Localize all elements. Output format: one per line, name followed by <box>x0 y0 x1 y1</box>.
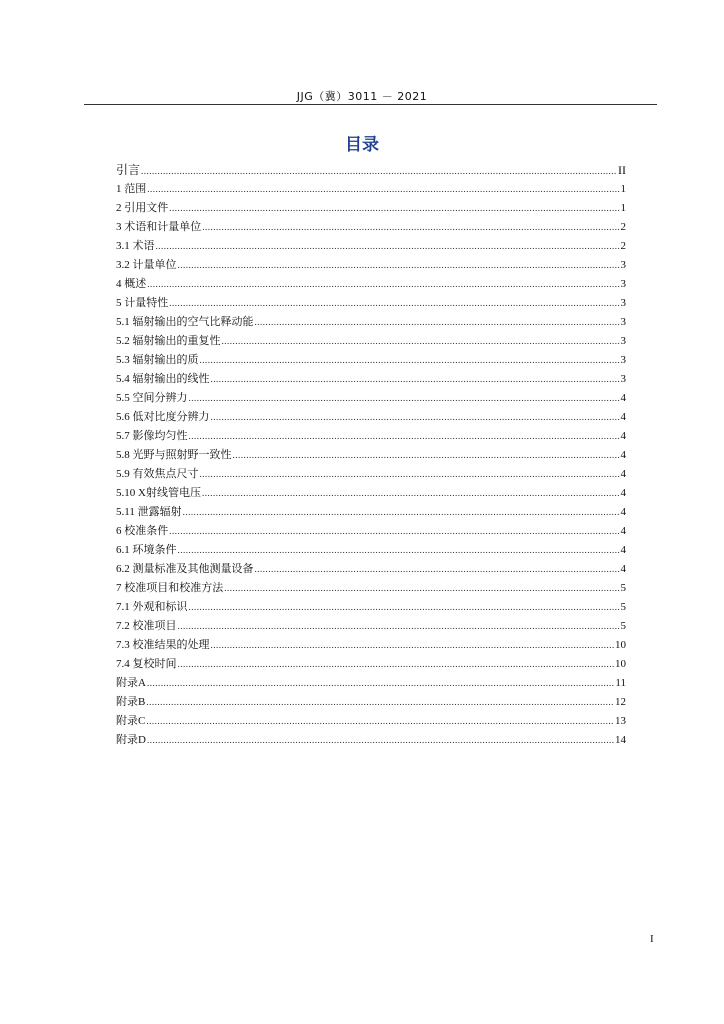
toc-entry[interactable] <box>116 389 626 408</box>
toc-entry[interactable] <box>116 275 626 294</box>
toc-entry-label: 6.2 测量标准及其他测量设备 <box>116 563 254 575</box>
toc-entry[interactable] <box>116 598 626 617</box>
toc-entry-label: 7.2 校准项目 <box>116 620 177 632</box>
header-rule <box>84 104 657 105</box>
toc-leader-dots <box>169 294 619 313</box>
toc-entry-label: 3 术语和计量单位 <box>116 221 202 233</box>
toc-leader-dots <box>211 636 615 655</box>
table-of-contents <box>116 161 626 750</box>
toc-entry-label: 5.2 辐射输出的重复性 <box>116 335 221 347</box>
toc-entry[interactable] <box>116 218 626 237</box>
toc-entry[interactable] <box>116 484 626 503</box>
toc-entry[interactable] <box>116 294 626 313</box>
running-header: JJG（冀）3011 － 2021 <box>296 90 428 103</box>
toc-entry-page: 3 <box>620 354 626 366</box>
toc-entry-page: 13 <box>615 715 626 727</box>
toc-entry-label: 7.4 复校时间 <box>116 658 177 670</box>
toc-entry[interactable] <box>116 636 626 655</box>
toc-leader-dots <box>178 655 615 674</box>
toc-entry[interactable] <box>116 161 626 180</box>
toc-entry-label: 5.1 辐射输出的空气比释动能 <box>116 316 254 328</box>
toc-entry[interactable] <box>116 427 626 446</box>
toc-entry-label: 5.3 辐射输出的质 <box>116 354 199 366</box>
toc-entry-label: 引言 <box>116 163 141 177</box>
toc-entry[interactable] <box>116 560 626 579</box>
toc-entry-label: 附录D <box>116 734 146 746</box>
toc-entry-label: 附录C <box>116 715 146 727</box>
toc-leader-dots <box>147 275 619 294</box>
toc-leader-dots <box>147 731 614 750</box>
toc-entry-label: 5.5 空间分辨力 <box>116 392 188 404</box>
page-number: I <box>650 933 654 945</box>
toc-entry[interactable] <box>116 408 626 427</box>
toc-entry-page: 4 <box>620 392 626 404</box>
toc-entry-page: 4 <box>620 506 626 518</box>
toc-entry[interactable] <box>116 446 626 465</box>
toc-leader-dots <box>141 162 617 181</box>
toc-entry-page: 4 <box>620 563 626 575</box>
toc-entry[interactable] <box>116 313 626 332</box>
toc-leader-dots <box>169 199 619 218</box>
toc-leader-dots <box>178 617 620 636</box>
toc-entry-page: 3 <box>620 316 626 328</box>
toc-entry[interactable] <box>116 617 626 636</box>
toc-entry[interactable] <box>116 351 626 370</box>
toc-entry[interactable] <box>116 370 626 389</box>
toc-entry[interactable] <box>116 522 626 541</box>
toc-entry[interactable] <box>116 541 626 560</box>
toc-leader-dots <box>200 351 620 370</box>
toc-entry-label: 4 概述 <box>116 278 147 290</box>
toc-entry-label: 5.8 光野与照射野一致性 <box>116 449 232 461</box>
toc-leader-dots <box>211 408 620 427</box>
toc-leader-dots <box>255 313 620 332</box>
toc-entry[interactable] <box>116 674 626 693</box>
toc-leader-dots <box>200 465 620 484</box>
toc-leader-dots <box>147 180 619 199</box>
toc-entry-page: 4 <box>620 430 626 442</box>
toc-leader-dots <box>147 674 614 693</box>
toc-entry[interactable] <box>116 693 626 712</box>
toc-entry-page: 12 <box>615 696 626 708</box>
toc-entry-label: 6.1 环境条件 <box>116 544 177 556</box>
toc-entry-label: 附录B <box>116 696 146 708</box>
toc-entry[interactable] <box>116 731 626 750</box>
toc-entry[interactable] <box>116 199 626 218</box>
toc-entry-label: 5.11 泄露辐射 <box>116 506 182 518</box>
toc-entry-page: 2 <box>620 221 626 233</box>
toc-leader-dots <box>169 522 619 541</box>
toc-entry[interactable] <box>116 332 626 351</box>
toc-title: 目录 <box>345 135 379 155</box>
toc-entry-page: 3 <box>620 373 626 385</box>
toc-entry-page: 4 <box>620 468 626 480</box>
toc-entry-page: 2 <box>620 240 626 252</box>
toc-leader-dots <box>222 332 620 351</box>
toc-entry-page: 11 <box>615 677 626 689</box>
toc-entry-page: 4 <box>620 487 626 499</box>
toc-entry-page: 5 <box>620 601 626 613</box>
toc-leader-dots <box>189 389 620 408</box>
toc-entry[interactable] <box>116 655 626 674</box>
toc-leader-dots <box>202 218 619 237</box>
toc-entry-label: 3.1 术语 <box>116 240 155 252</box>
toc-entry-label: 5.10 X射线管电压 <box>116 487 201 499</box>
toc-entry-label: 6 校准条件 <box>116 525 169 537</box>
toc-entry-page: 10 <box>615 639 626 651</box>
toc-entry-page: 1 <box>620 202 626 214</box>
toc-leader-dots <box>202 484 620 503</box>
toc-entry[interactable] <box>116 465 626 484</box>
toc-entry-page: 10 <box>615 658 626 670</box>
toc-entry-page: II <box>618 163 626 177</box>
toc-entry[interactable] <box>116 180 626 199</box>
toc-entry-label: 7.1 外观和标识 <box>116 601 188 613</box>
toc-leader-dots <box>183 503 620 522</box>
toc-entry[interactable] <box>116 712 626 731</box>
toc-entry-page: 14 <box>615 734 626 746</box>
toc-entry-page: 5 <box>620 582 626 594</box>
toc-leader-dots <box>146 693 614 712</box>
toc-entry-label: 5.9 有效焦点尺寸 <box>116 468 199 480</box>
toc-entry[interactable] <box>116 237 626 256</box>
toc-entry-page: 3 <box>620 259 626 271</box>
toc-entry-label: 7.3 校准结果的处理 <box>116 639 210 651</box>
toc-entry-page: 3 <box>620 297 626 309</box>
toc-leader-dots <box>224 579 619 598</box>
toc-entry-label: 3.2 计量单位 <box>116 259 177 271</box>
toc-entry[interactable] <box>116 256 626 275</box>
toc-entry-label: 5.4 辐射输出的线性 <box>116 373 210 385</box>
toc-leader-dots <box>189 427 620 446</box>
toc-entry-page: 3 <box>620 335 626 347</box>
toc-leader-dots <box>178 541 620 560</box>
toc-leader-dots <box>156 237 620 256</box>
toc-entry-page: 5 <box>620 620 626 632</box>
toc-entry-page: 4 <box>620 544 626 556</box>
toc-entry-label: 7 校准项目和校准方法 <box>116 582 224 594</box>
toc-entry-page: 4 <box>620 449 626 461</box>
toc-entry-label: 附录A <box>116 677 146 689</box>
toc-entry[interactable] <box>116 503 626 522</box>
toc-leader-dots <box>189 598 620 617</box>
toc-entry-label: 5 计量特性 <box>116 297 169 309</box>
toc-entry-page: 3 <box>620 278 626 290</box>
toc-leader-dots <box>233 446 620 465</box>
toc-leader-dots <box>255 560 620 579</box>
toc-leader-dots <box>211 370 620 389</box>
toc-entry-label: 2 引用文件 <box>116 202 169 214</box>
toc-entry-page: 4 <box>620 525 626 537</box>
toc-entry-page: 1 <box>620 183 626 195</box>
toc-leader-dots <box>178 256 620 275</box>
toc-entry-page: 4 <box>620 411 626 423</box>
toc-entry-label: 5.6 低对比度分辨力 <box>116 411 210 423</box>
toc-leader-dots <box>146 712 614 731</box>
toc-entry-label: 5.7 影像均匀性 <box>116 430 188 442</box>
toc-entry-label: 1 范围 <box>116 183 147 195</box>
toc-entry[interactable] <box>116 579 626 598</box>
